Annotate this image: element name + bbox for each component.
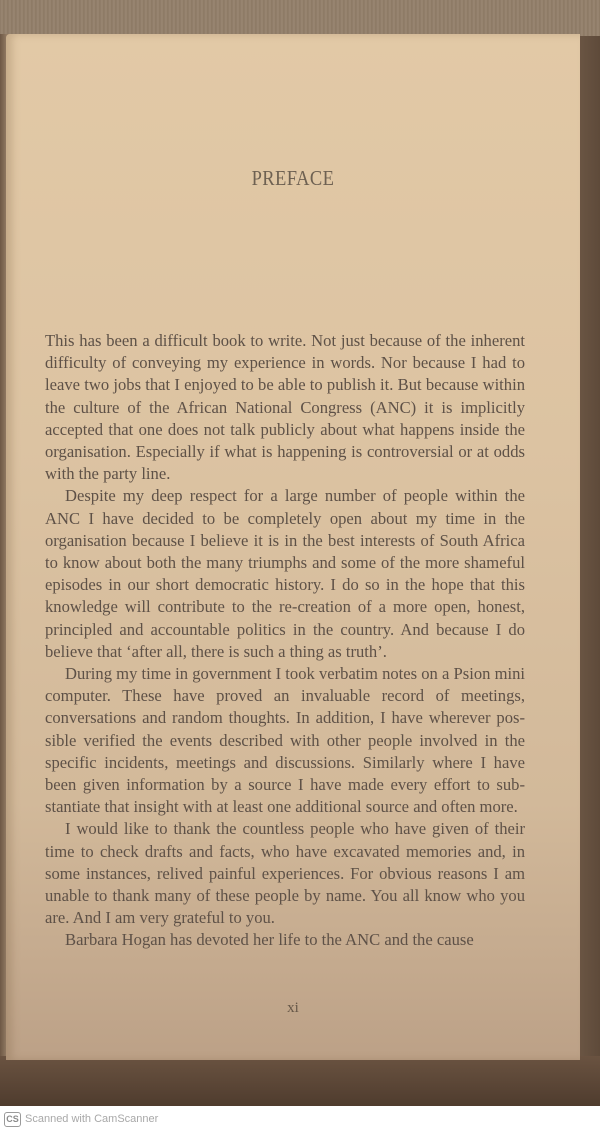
paragraph: Barbara Hogan has devoted her life to the ANC and the cause	[65, 930, 474, 950]
book-cover-edge-bottom	[0, 1056, 600, 1106]
body-text	[45, 330, 525, 952]
camscanner-logo-icon: CS	[4, 1112, 21, 1127]
book-cover-edge-right	[578, 36, 600, 1106]
book-page	[6, 34, 580, 1060]
page-title: PREFACE	[251, 166, 335, 190]
paragraph: Despite my deep respect for a large number of people within the ANC I have decided to be completely open about my time in the organisation because I believe it is in the best interests of South Africa to know about both the many triumphs and some of the more shameful episodes in our short democratic history. I do so in the hope that this knowledge will contribute to the re-creation of a more open, honest, principled and accountable politics in the country. And because I do believe that ‘after all, there is such a thing as truth’.	[45, 486, 525, 661]
watermark-label: Scanned with CamScanner	[25, 1113, 159, 1125]
page-number: xi	[287, 1000, 299, 1016]
paragraph: During my time in government I took verbatim notes on a Psion mini computer. These have proved an invaluable record of meetings, conversations and random thoughts. In addition, I have wherever possible verified the events described with other people involved in the specific incidents, meetings and discussions. Similarly where I have been given information by a source I have made every effort to substantiate that insight with at least one additional source and often more.	[45, 664, 525, 817]
paragraph: This has been a difficult book to write. Not just because of the inherent difficulty of conveying my experience in words. Nor because I had to leave two jobs that I enjoyed to be able to publish it. But because within the culture of the African National Congress (ANC) it is implicitly accepted that one does not talk publicly about what happens inside the organisation. Especially if what is happening is controversial or at odds with the party line.	[45, 331, 525, 484]
camscanner-watermark	[0, 1106, 600, 1132]
paragraph: I would like to thank the countless people who have given of their time to check drafts and facts, who have excavated memories and, in some instances, relived painful experiences. For obvious reasons I am unable to thank many of these people by name. You all know who you are. And I am very grateful to you.	[45, 819, 525, 928]
